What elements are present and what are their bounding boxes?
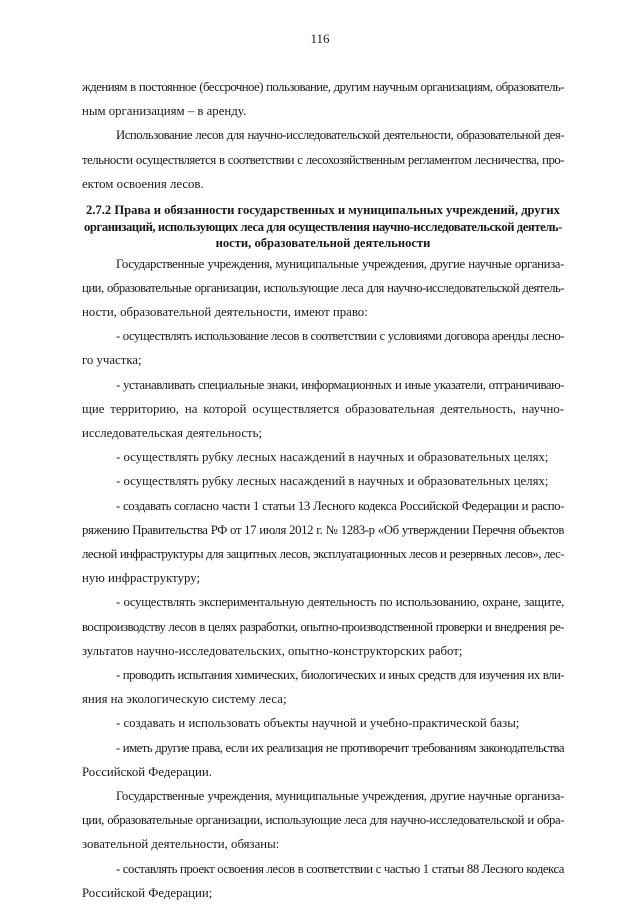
text-line: - составлять проект освоения лесов в соответствии с частью 1 статьи 88 Лесного кодекса [116, 861, 564, 876]
text-line: ждениям в постоянное (бессрочное) пользование, другим научным организациям, образователь- [82, 80, 564, 94]
text-line: Российской Федерации; [82, 885, 213, 900]
heading-line: ности, образовательной деятельности [215, 236, 431, 251]
heading-line: 2.7.2 Права и обязанности государственных и муниципальных учреждений, других [86, 203, 560, 218]
text-line: - осуществлять использование лесов в соответствии с условиями договора аренды лесно- [116, 329, 564, 344]
text-line: - устанавливать специальные знаки, информационных и иные указатели, отграничиваю- [116, 377, 564, 392]
text-line: лесной инфраструктуры для защитных лесов, эксплуатационных лесов и резервных лесов», лес- [82, 546, 564, 561]
text-line: Государственные учреждения, муниципальные учреждения, другие научные организа- [116, 256, 564, 271]
text-line: - осуществлять экспериментальную деятельность по использованию, охране, защите, [116, 595, 564, 610]
paragraph [82, 123, 564, 196]
paragraph [82, 494, 564, 591]
text-line: щие территорию, на которой осуществляется образовательная деятельность, научно- [82, 401, 564, 416]
text-line: - осуществлять рубку лесных насаждений в научных и образовательных целях; [116, 474, 549, 489]
text-line: ности, образовательной деятельности, имеют право: [82, 304, 368, 319]
text-line: ную инфраструктуру; [82, 571, 201, 586]
page-number: 116 [310, 31, 330, 46]
text-line: тельности осуществляется в соответствии с лесохозяйственным регламентом лесничества, про- [82, 152, 564, 167]
paragraph [82, 469, 564, 493]
paragraph [82, 324, 564, 372]
section-heading [82, 202, 564, 252]
text-line: - проводить испытания химических, биологических и иных средств для изучения их вли- [116, 667, 564, 682]
text-line: Российской Федерации. [82, 764, 212, 779]
heading-line: организаций, использующих леса для осуществления научно-исследовательской деятель- [84, 219, 562, 234]
text-line: - создавать и использовать объекты научной и учебно-практической базы; [116, 716, 520, 731]
text-line: Государственные учреждения, муниципальные учреждения, другие научные организа- [116, 788, 564, 803]
paragraph [82, 373, 564, 446]
paragraph [82, 252, 564, 325]
text-line: - создавать согласно части 1 статьи 13 Лесного кодекса Российской Федерации и распо- [116, 498, 564, 513]
paragraph [82, 857, 564, 905]
text-line: яния на экологическую систему леса; [82, 692, 287, 707]
paragraph [82, 784, 564, 857]
text-line: ектом освоения лесов. [82, 176, 204, 191]
paragraph [82, 663, 564, 711]
text-line: зультатов научно-исследовательских, опытно-конструкторских работ; [82, 643, 463, 658]
text-line: Использование лесов для научно-исследовательской деятельности, образовательной дея- [116, 128, 564, 143]
paragraph [82, 711, 564, 735]
text-line: ции, образовательные организации, использующие леса для научно-исследовательской и обра- [82, 813, 564, 828]
text-line: - иметь другие права, если их реализация не противоречит требованиям законодательства [116, 740, 564, 755]
text-line: ряжению Правительства РФ от 17 июля 2012 г. № 1283-р «Об утверждении Перечня объектов [82, 522, 564, 537]
text-line: исследовательская деятельность; [82, 425, 262, 440]
text-line: - осуществлять рубку лесных насаждений в научных и образовательных целях; [116, 450, 549, 465]
paragraph [82, 75, 564, 123]
paragraph [82, 736, 564, 784]
paragraph [82, 590, 564, 663]
text-line: ции, образовательные организации, использующие леса для научно-исследовательской деятель- [82, 280, 564, 295]
paragraph [82, 445, 564, 469]
document-body [82, 75, 564, 905]
text-line: зовательной деятельности, обязаны: [82, 837, 280, 852]
text-line: воспроизводству лесов в целях разработки, опытно-производственной проверки и внедрения ре- [82, 619, 564, 634]
text-line: го участка; [82, 353, 142, 368]
text-line: ным организациям – в аренду. [82, 104, 247, 119]
